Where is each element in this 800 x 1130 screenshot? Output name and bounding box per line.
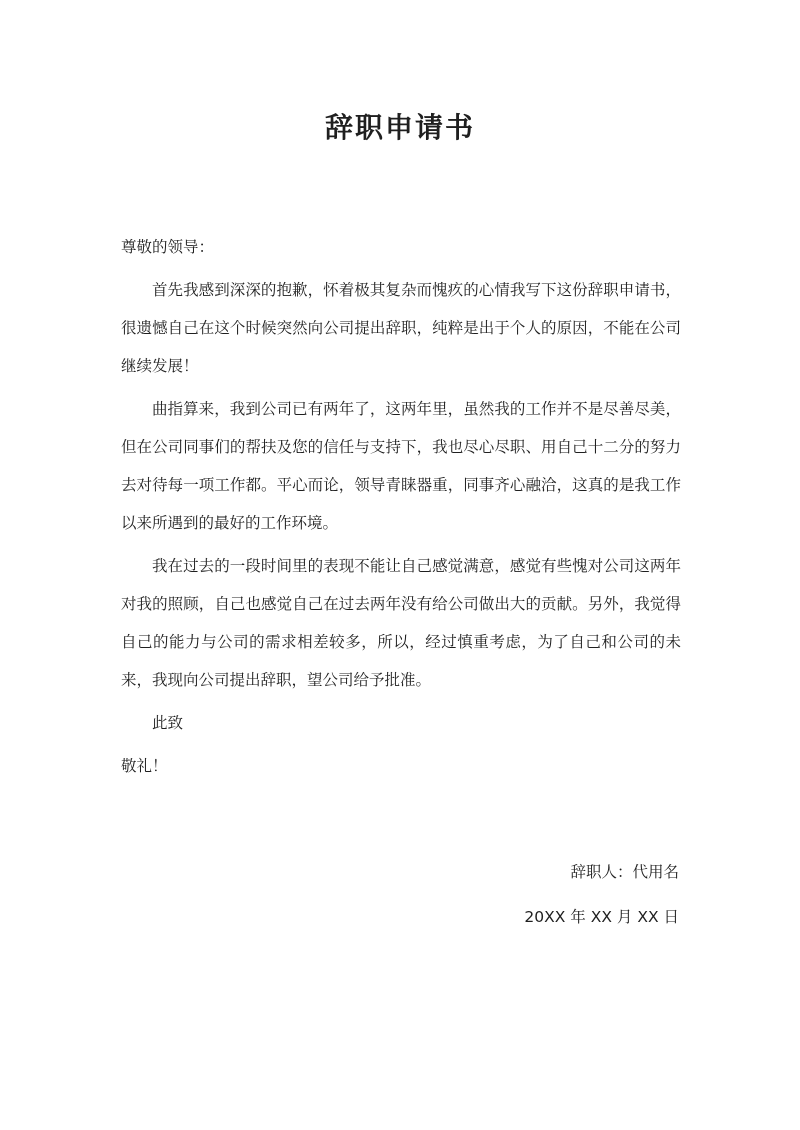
signature-date: 20XX 年 XX 月 XX 日 xyxy=(524,908,679,926)
letter-body xyxy=(121,228,681,785)
signature-block xyxy=(279,853,679,943)
closing-salute: 敬礼！ xyxy=(121,757,168,775)
paragraph-2: 曲指算来，我到公司已有两年了，这两年里，虽然我的工作并不是尽善尽美，但在公司同事们的帮扶及您的信任与支持下，我也尽心尽职、用自己十二分的努力去对待每一项工作都。平心而论，领导青睐器重，同事齐心融洽，这真的是我工作以来所遇到的最好的工作环境。 xyxy=(121,400,681,532)
paragraph-1: 首先我感到深深的抱歉，怀着极其复杂而愧疚的心情我写下这份辞职申请书，很遗憾自己在这个时候突然向公司提出辞职，纯粹是出于个人的原因，不能在公司继续发展！ xyxy=(121,281,681,375)
closing-regards: 此致 xyxy=(152,714,184,732)
signature-name: 辞职人：代用名 xyxy=(570,863,679,881)
document-title: 辞职申请书 xyxy=(324,111,475,144)
salutation: 尊敬的领导： xyxy=(121,238,215,256)
paragraph-3: 我在过去的一段时间里的表现不能让自己感觉满意，感觉有些愧对公司这两年对我的照顾，自己也感觉自己在过去两年没有给公司做出大的贡献。另外，我觉得自己的能力与公司的需求相差较多，所以，经过慎重考虑，为了自己和公司的未来，我现向公司提出辞职，望公司给予批准。 xyxy=(121,557,681,689)
